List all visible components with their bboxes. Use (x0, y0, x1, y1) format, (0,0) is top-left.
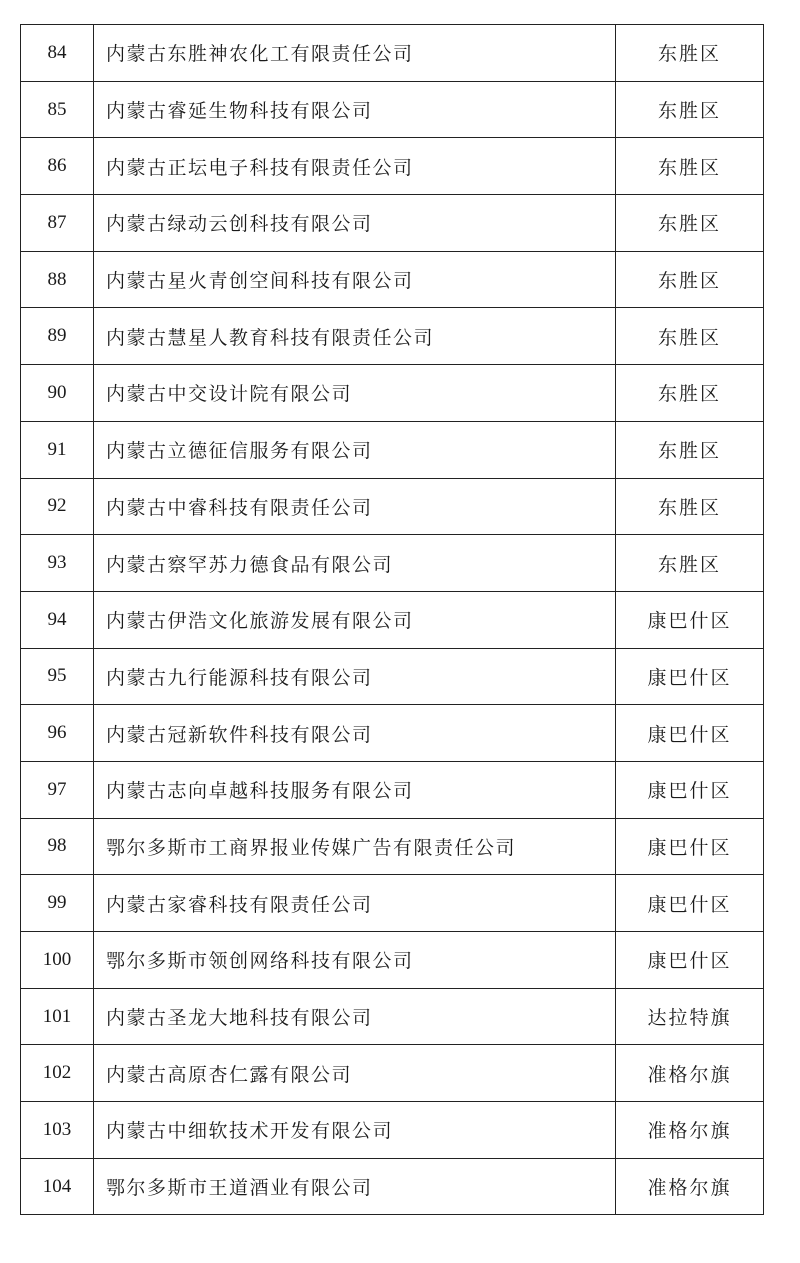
district-cell: 康巴什区 (616, 761, 764, 818)
company-list-table (20, 24, 764, 1215)
district-cell: 康巴什区 (616, 705, 764, 762)
company-name-cell: 鄂尔多斯市工商界报业传媒广告有限责任公司 (94, 818, 616, 875)
table-row (21, 648, 764, 705)
district-cell: 东胜区 (616, 81, 764, 138)
district-cell: 东胜区 (616, 478, 764, 535)
row-number-cell: 91 (21, 421, 94, 478)
company-name-cell: 内蒙古中交设计院有限公司 (94, 365, 616, 422)
company-name-cell: 内蒙古星火青创空间科技有限公司 (94, 251, 616, 308)
table-row (21, 478, 764, 535)
company-name-cell: 内蒙古家睿科技有限责任公司 (94, 875, 616, 932)
row-number-cell: 84 (21, 25, 94, 82)
table-row (21, 1045, 764, 1102)
district-cell: 东胜区 (616, 365, 764, 422)
company-name-cell: 内蒙古慧星人教育科技有限责任公司 (94, 308, 616, 365)
row-number-cell: 85 (21, 81, 94, 138)
district-cell: 准格尔旗 (616, 1045, 764, 1102)
row-number-cell: 104 (21, 1158, 94, 1215)
table-row (21, 81, 764, 138)
company-name-cell: 鄂尔多斯市领创网络科技有限公司 (94, 932, 616, 989)
company-name-cell: 内蒙古冠新软件科技有限公司 (94, 705, 616, 762)
table-body (21, 25, 764, 1215)
district-cell: 准格尔旗 (616, 1158, 764, 1215)
row-number-cell: 97 (21, 761, 94, 818)
company-name-cell: 内蒙古睿延生物科技有限公司 (94, 81, 616, 138)
district-cell: 准格尔旗 (616, 1102, 764, 1159)
table-row (21, 365, 764, 422)
district-cell: 达拉特旗 (616, 988, 764, 1045)
table-row (21, 308, 764, 365)
row-number-cell: 103 (21, 1102, 94, 1159)
row-number-cell: 96 (21, 705, 94, 762)
company-name-cell: 内蒙古东胜神农化工有限责任公司 (94, 25, 616, 82)
company-name-cell: 内蒙古中细软技术开发有限公司 (94, 1102, 616, 1159)
company-name-cell: 内蒙古立德征信服务有限公司 (94, 421, 616, 478)
row-number-cell: 100 (21, 932, 94, 989)
company-name-cell: 内蒙古九行能源科技有限公司 (94, 648, 616, 705)
district-cell: 康巴什区 (616, 818, 764, 875)
table-row (21, 818, 764, 875)
company-name-cell: 内蒙古绿动云创科技有限公司 (94, 195, 616, 252)
table-row (21, 761, 764, 818)
district-cell: 康巴什区 (616, 875, 764, 932)
table-row (21, 1158, 764, 1215)
company-name-cell: 内蒙古中睿科技有限责任公司 (94, 478, 616, 535)
row-number-cell: 99 (21, 875, 94, 932)
row-number-cell: 98 (21, 818, 94, 875)
company-name-cell: 内蒙古正坛电子科技有限责任公司 (94, 138, 616, 195)
district-cell: 康巴什区 (616, 648, 764, 705)
district-cell: 东胜区 (616, 195, 764, 252)
row-number-cell: 94 (21, 591, 94, 648)
table-row (21, 251, 764, 308)
district-cell: 康巴什区 (616, 591, 764, 648)
company-name-cell: 鄂尔多斯市王道酒业有限公司 (94, 1158, 616, 1215)
table-row (21, 705, 764, 762)
district-cell: 东胜区 (616, 535, 764, 592)
row-number-cell: 88 (21, 251, 94, 308)
district-cell: 东胜区 (616, 421, 764, 478)
table-row (21, 195, 764, 252)
company-name-cell: 内蒙古伊浩文化旅游发展有限公司 (94, 591, 616, 648)
district-cell: 东胜区 (616, 138, 764, 195)
row-number-cell: 90 (21, 365, 94, 422)
company-name-cell: 内蒙古志向卓越科技服务有限公司 (94, 761, 616, 818)
table-row (21, 988, 764, 1045)
company-name-cell: 内蒙古圣龙大地科技有限公司 (94, 988, 616, 1045)
row-number-cell: 95 (21, 648, 94, 705)
row-number-cell: 86 (21, 138, 94, 195)
table-row (21, 138, 764, 195)
district-cell: 东胜区 (616, 251, 764, 308)
row-number-cell: 89 (21, 308, 94, 365)
table-row (21, 421, 764, 478)
row-number-cell: 87 (21, 195, 94, 252)
district-cell: 东胜区 (616, 25, 764, 82)
row-number-cell: 93 (21, 535, 94, 592)
row-number-cell: 102 (21, 1045, 94, 1102)
row-number-cell: 101 (21, 988, 94, 1045)
table-row (21, 875, 764, 932)
row-number-cell: 92 (21, 478, 94, 535)
table-row (21, 535, 764, 592)
table-row (21, 932, 764, 989)
table-row (21, 25, 764, 82)
table-row (21, 591, 764, 648)
table-row (21, 1102, 764, 1159)
company-name-cell: 内蒙古察罕苏力德食品有限公司 (94, 535, 616, 592)
district-cell: 康巴什区 (616, 932, 764, 989)
district-cell: 东胜区 (616, 308, 764, 365)
company-name-cell: 内蒙古高原杏仁露有限公司 (94, 1045, 616, 1102)
